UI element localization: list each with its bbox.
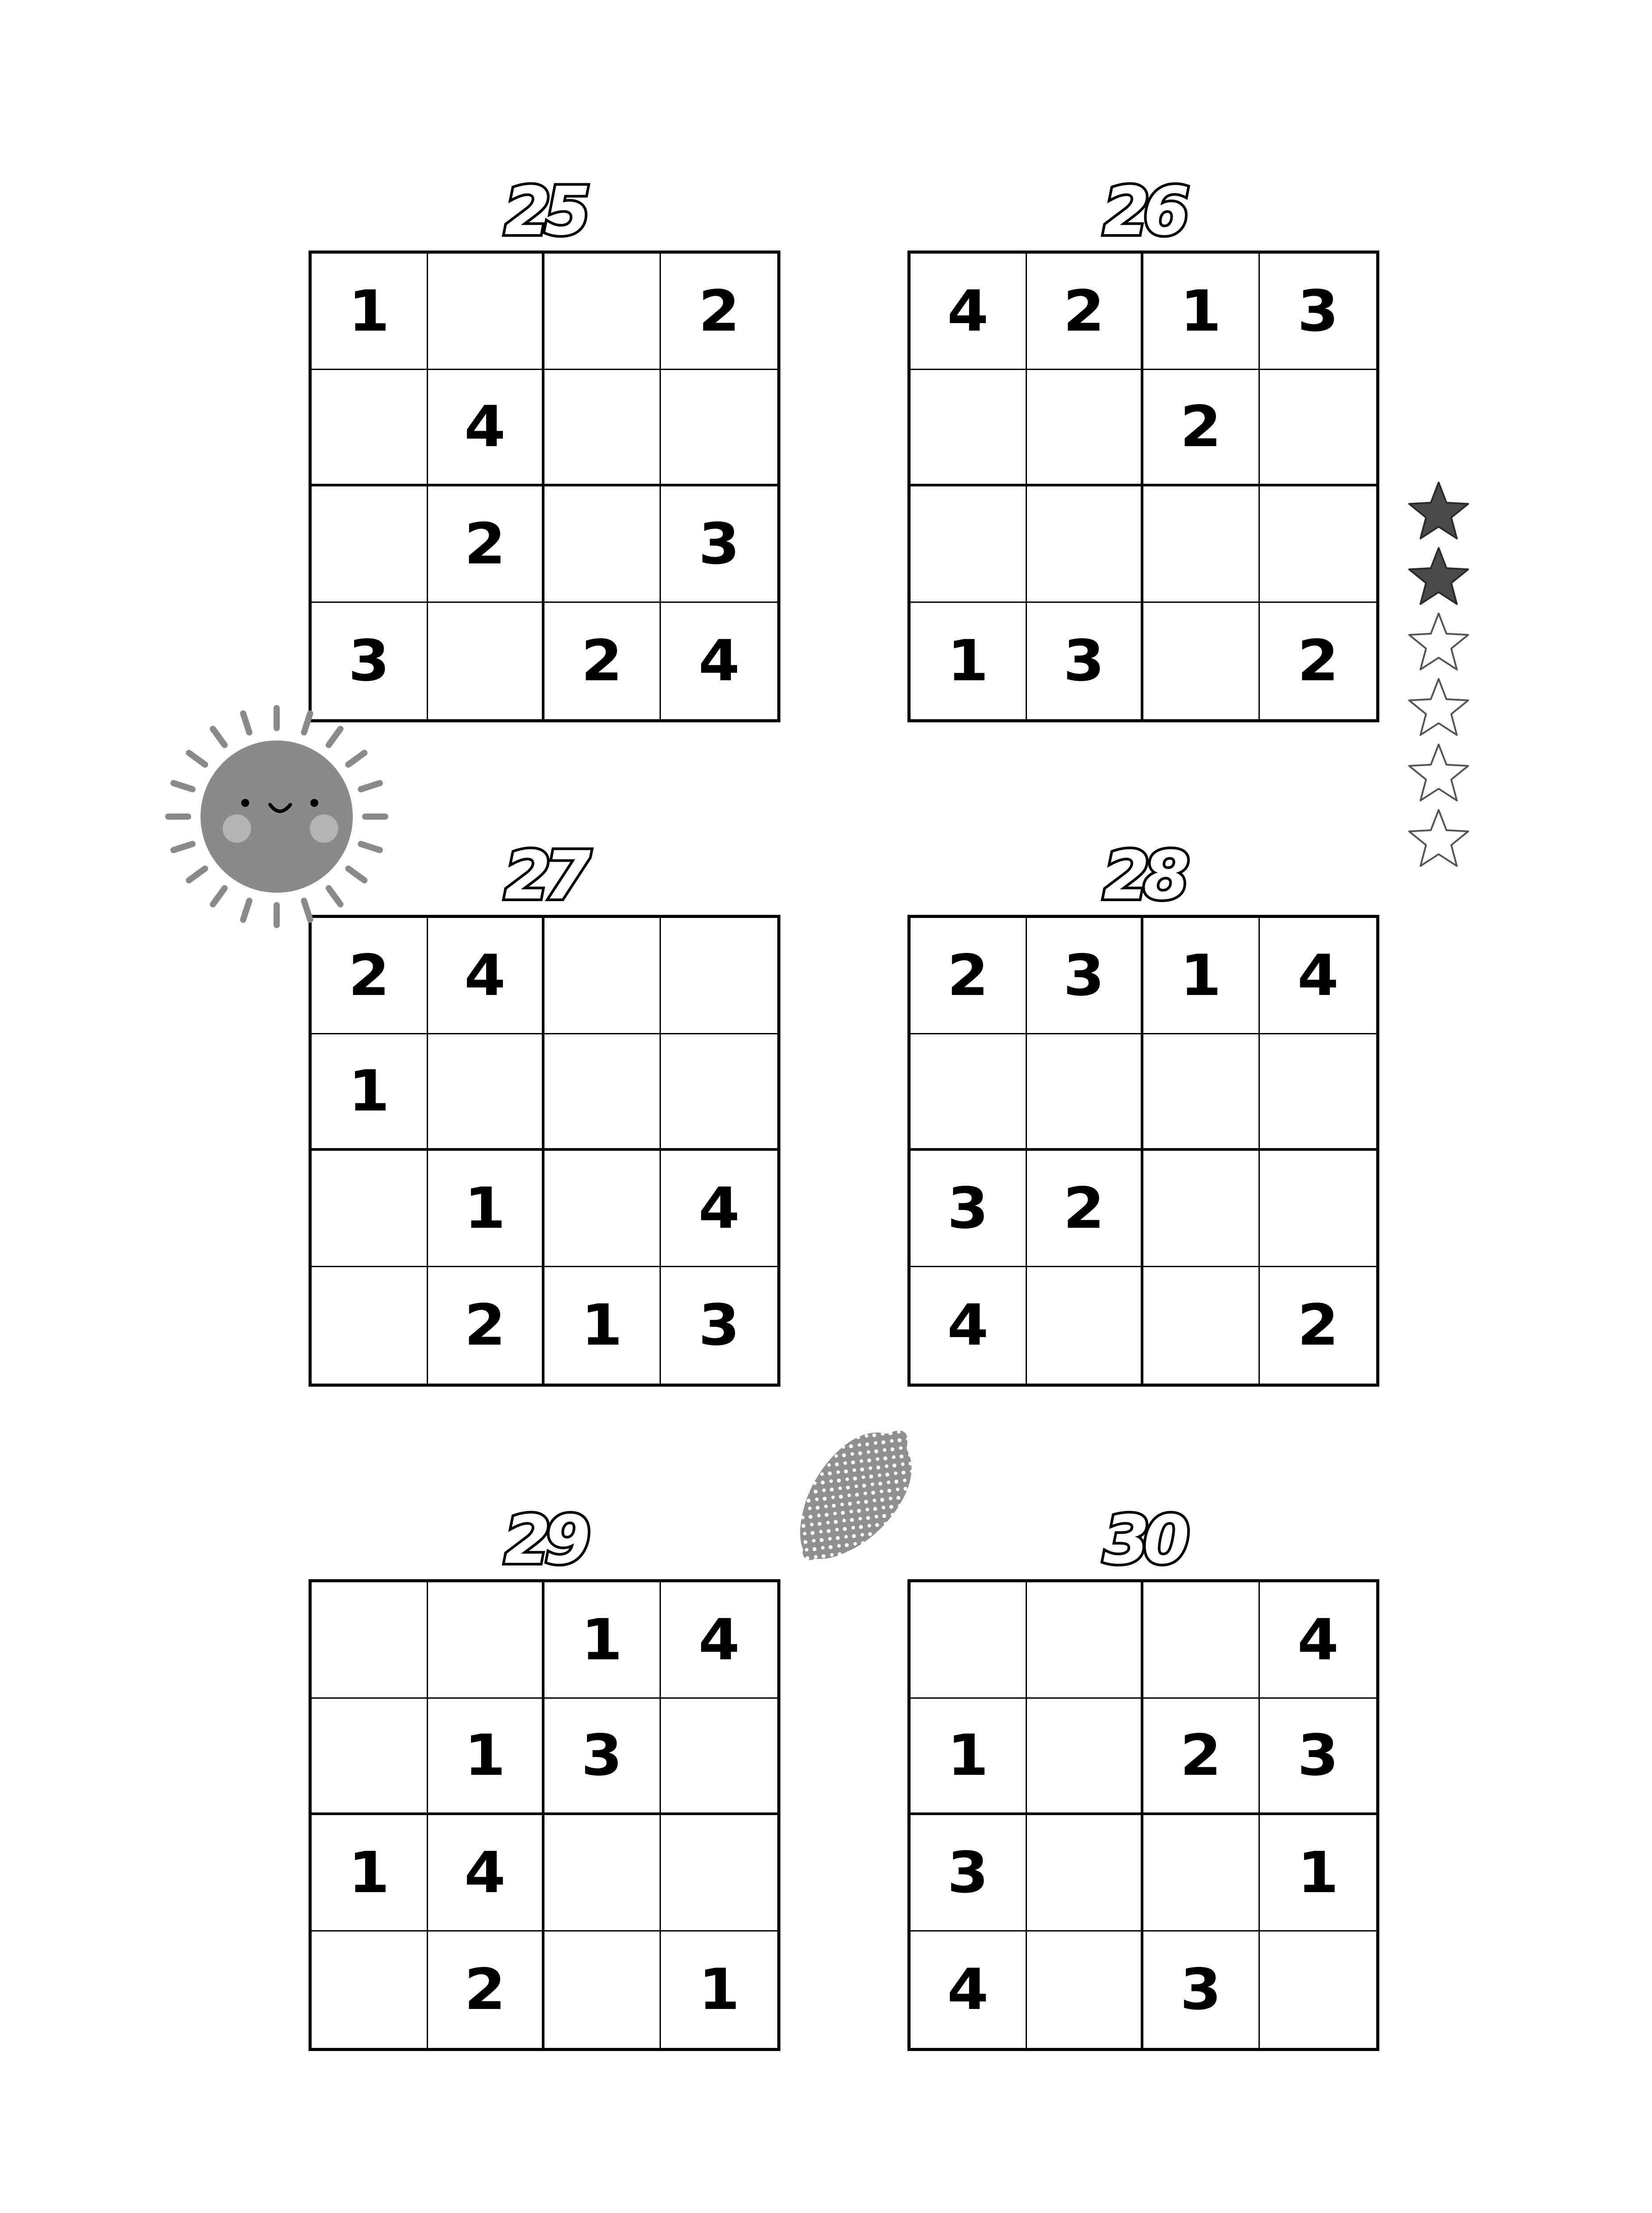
grid-cell[interactable] (911, 1034, 1027, 1151)
grid-cell[interactable] (661, 370, 777, 486)
grid-cell[interactable] (1260, 1034, 1376, 1151)
grid-cell[interactable]: 4 (661, 1582, 777, 1699)
sudoku-grid (309, 915, 780, 1387)
grid-cell[interactable] (1027, 1699, 1143, 1815)
grid-cell[interactable]: 2 (1027, 254, 1143, 370)
grid-cell[interactable]: 2 (1027, 1151, 1143, 1267)
grid-cell[interactable] (544, 1151, 661, 1267)
grid-cell[interactable]: 4 (1260, 918, 1376, 1034)
grid-cell[interactable] (1143, 1151, 1260, 1267)
grid-cell[interactable] (312, 486, 428, 603)
sun-ray (304, 901, 310, 920)
grid-cell[interactable]: 1 (1143, 918, 1260, 1034)
grid-cell[interactable] (312, 1699, 428, 1815)
grid-cell[interactable]: 4 (911, 1267, 1027, 1384)
sun-ray (304, 713, 310, 733)
grid-cell[interactable]: 2 (911, 918, 1027, 1034)
grid-cell[interactable] (911, 1582, 1027, 1699)
grid-cell[interactable]: 2 (1297, 628, 1339, 694)
puzzle-number: 27 (504, 837, 585, 914)
grid-cell[interactable]: 3 (1027, 603, 1143, 719)
grid-cell[interactable]: 4 (661, 1151, 777, 1267)
grid-cell[interactable] (312, 1582, 428, 1699)
grid-cell[interactable]: 2 (428, 486, 544, 603)
grid-cell[interactable] (1027, 1932, 1143, 2048)
grid-cell[interactable]: 3 (1260, 1699, 1376, 1815)
grid-cell[interactable] (544, 1034, 661, 1151)
grid-cell[interactable] (1143, 1582, 1260, 1699)
grid-cell[interactable] (544, 1932, 661, 2048)
sudoku-grid (907, 915, 1379, 1387)
grid-cell[interactable]: 3 (661, 486, 777, 603)
grid-cell[interactable] (312, 370, 428, 486)
grid-cell[interactable] (1027, 1815, 1143, 1932)
grid-cell[interactable] (428, 1582, 544, 1699)
grid-cell[interactable]: 1 (312, 1034, 428, 1151)
grid-cell[interactable]: 1 (544, 1267, 661, 1384)
grid-cell[interactable] (661, 1815, 777, 1932)
difficulty-rating (1403, 480, 1474, 879)
grid-cell[interactable]: 3 (911, 1815, 1027, 1932)
grid-cell[interactable] (1143, 603, 1260, 719)
sun-ray (329, 729, 340, 745)
grid-cell[interactable] (661, 1699, 777, 1815)
grid-cell[interactable] (1027, 1582, 1143, 1699)
grid-cell[interactable]: 1 (1143, 254, 1260, 370)
star-empty-icon (1409, 810, 1468, 866)
grid-cell[interactable] (312, 1151, 428, 1267)
grid-cell[interactable] (544, 1815, 661, 1932)
sun-ray (189, 753, 205, 764)
sun-ray (361, 783, 380, 789)
sudoku-grid (907, 251, 1379, 722)
grid-cell[interactable] (1027, 486, 1143, 603)
puzzle-number: 29 (504, 1502, 585, 1579)
grid-cell[interactable] (1027, 1034, 1143, 1151)
sun-ray (243, 713, 249, 733)
grid-cell[interactable]: 4 (428, 918, 544, 1034)
grid-cell[interactable]: 2 (661, 254, 777, 370)
grid-cell[interactable] (911, 486, 1027, 603)
smiling-sun-icon (159, 704, 394, 929)
grid-cell[interactable] (1260, 370, 1376, 486)
sun-ray (348, 753, 364, 764)
grid-cell[interactable]: 1 (698, 1957, 740, 2023)
grid-cell[interactable]: 1 (544, 1582, 661, 1699)
sun-ray (361, 844, 380, 850)
grid-cell[interactable]: 2 (428, 1932, 544, 2048)
grid-cell[interactable]: 4 (428, 1815, 544, 1932)
grid-cell[interactable] (312, 1932, 428, 2048)
sudoku-grid (309, 1579, 780, 2051)
sun-ray (189, 869, 205, 880)
grid-cell[interactable]: 3 (544, 1699, 661, 1815)
grid-cell[interactable] (428, 603, 544, 719)
grid-cell[interactable] (544, 254, 661, 370)
grid-cell[interactable]: 2 (1143, 370, 1260, 486)
grid-cell[interactable]: 3 (312, 603, 428, 719)
dotted-lemon-icon (784, 1410, 925, 1582)
grid-cell[interactable]: 4 (911, 254, 1027, 370)
grid-cell[interactable]: 4 (911, 1932, 1027, 2048)
grid-cell[interactable] (1260, 1151, 1376, 1267)
sun-ray (348, 869, 364, 880)
grid-cell[interactable] (312, 1267, 428, 1384)
sudoku-grid (907, 1579, 1379, 2051)
grid-cell[interactable] (428, 254, 544, 370)
grid-cell[interactable] (1260, 1932, 1376, 2048)
grid-cell[interactable]: 1 (911, 603, 1027, 719)
grid-cell[interactable]: 3 (911, 1151, 1027, 1267)
grid-cell[interactable]: 2 (1297, 1292, 1339, 1358)
sun-ray (329, 888, 340, 904)
grid-cell[interactable] (544, 486, 661, 603)
grid-cell[interactable] (1143, 486, 1260, 603)
puzzle-number: 26 (1103, 173, 1184, 250)
grid-cell[interactable] (544, 918, 661, 1034)
grid-cell[interactable]: 3 (1143, 1932, 1260, 2048)
grid-cell[interactable]: 4 (698, 628, 740, 694)
sun-ray (174, 844, 193, 850)
grid-cell[interactable]: 3 (698, 1292, 740, 1358)
star-filled-icon (1409, 548, 1468, 604)
star-filled-icon (1409, 482, 1468, 539)
star-empty-icon (1409, 613, 1468, 670)
grid-cell[interactable] (1027, 370, 1143, 486)
puzzle-number: 28 (1103, 837, 1184, 914)
grid-cell[interactable]: 2 (1143, 1699, 1260, 1815)
grid-cell[interactable]: 4 (428, 370, 544, 486)
sun-ray (243, 901, 249, 920)
sun-ray (213, 888, 224, 904)
grid-cell[interactable] (911, 370, 1027, 486)
sun-ray (174, 783, 193, 789)
grid-cell[interactable]: 3 (1260, 254, 1376, 370)
grid-cell[interactable]: 1 (312, 1815, 428, 1932)
grid-cell[interactable] (428, 1034, 544, 1151)
grid-cell[interactable]: 1 (1260, 1815, 1376, 1932)
puzzle-number: 25 (504, 173, 585, 250)
puzzle-number: 30 (1103, 1502, 1184, 1579)
star-empty-icon (1409, 679, 1468, 735)
difficulty-stars (1403, 480, 1474, 879)
grid-cell[interactable]: 1 (312, 254, 428, 370)
grid-cell[interactable]: 3 (1027, 918, 1143, 1034)
grid-cell[interactable] (1027, 1267, 1143, 1384)
grid-cell[interactable]: 2 (312, 918, 428, 1034)
sudoku-grid (309, 251, 780, 722)
grid-cell[interactable]: 1 (428, 1699, 544, 1815)
grid-cell[interactable] (1260, 486, 1376, 603)
grid-cell[interactable] (1143, 1267, 1260, 1384)
grid-cell[interactable] (1143, 1034, 1260, 1151)
grid-cell[interactable]: 1 (911, 1699, 1027, 1815)
grid-cell[interactable] (1143, 1815, 1260, 1932)
grid-cell[interactable] (544, 370, 661, 486)
grid-cell[interactable] (661, 1034, 777, 1151)
grid-cell[interactable]: 4 (1260, 1582, 1376, 1699)
grid-cell[interactable]: 2 (544, 603, 661, 719)
grid-cell[interactable]: 2 (428, 1267, 544, 1384)
grid-cell[interactable] (661, 918, 777, 1034)
grid-cell[interactable]: 1 (428, 1151, 544, 1267)
sun-ray (213, 729, 224, 745)
star-empty-icon (1409, 744, 1468, 801)
